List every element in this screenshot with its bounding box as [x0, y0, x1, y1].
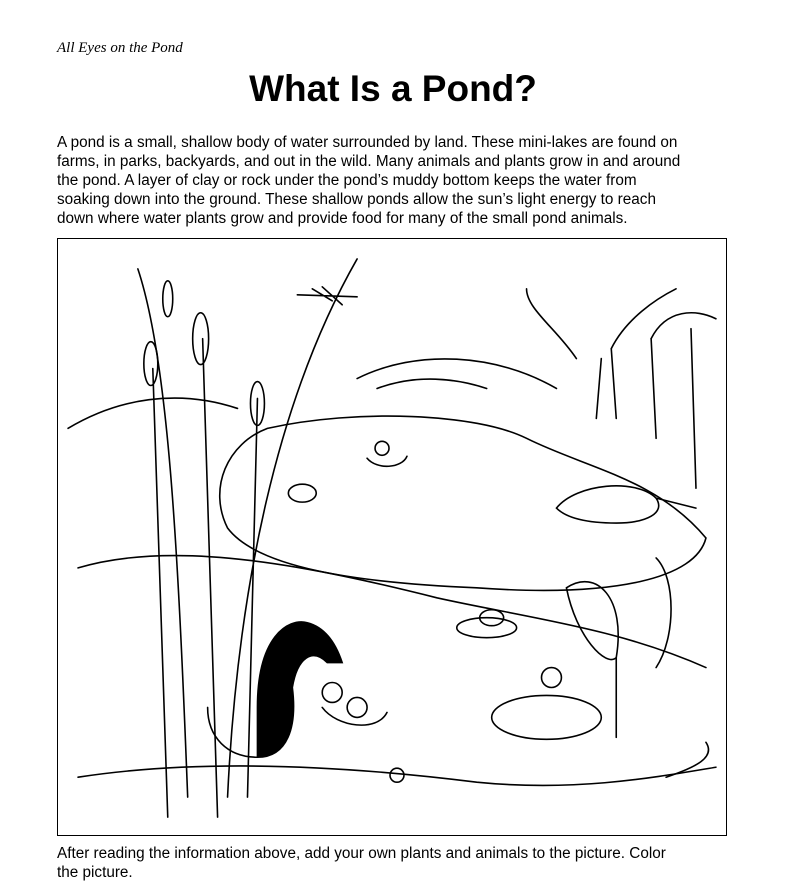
series-title: All Eyes on the Pond	[57, 40, 183, 56]
intro-line: farms, in parks, backyards, and out in the wild. Many animals and plants grow in and around	[57, 153, 681, 170]
intro-line: soaking down into the ground. These shallow ponds allow the sun’s light energy to reach	[57, 191, 656, 208]
intro-line: down where water plants grow and provide food for many of the small pond animals.	[57, 210, 628, 227]
intro-paragraph	[57, 133, 737, 228]
intro-line: A pond is a small, shallow body of water surrounded by land. These mini-lakes are found on	[57, 134, 678, 151]
snail	[390, 768, 404, 782]
cattails	[138, 259, 357, 817]
dragonfly	[297, 287, 357, 305]
pond-outline	[78, 416, 716, 785]
beaver	[556, 486, 696, 523]
background-hills	[68, 359, 556, 428]
instructions	[57, 844, 737, 882]
pond-coloring-illustration	[57, 238, 727, 836]
instruction-line: the picture.	[57, 864, 133, 881]
page-title: What Is a Pond?	[249, 68, 537, 109]
lily-pads	[457, 618, 602, 740]
ducklings	[322, 441, 407, 725]
intro-line: the pond. A layer of clay or rock under the pond’s muddy bottom keeps the water from	[57, 172, 637, 189]
instruction-line: After reading the information above, add your own plants and animals to the picture. Color	[57, 845, 666, 862]
turtle	[288, 484, 316, 502]
